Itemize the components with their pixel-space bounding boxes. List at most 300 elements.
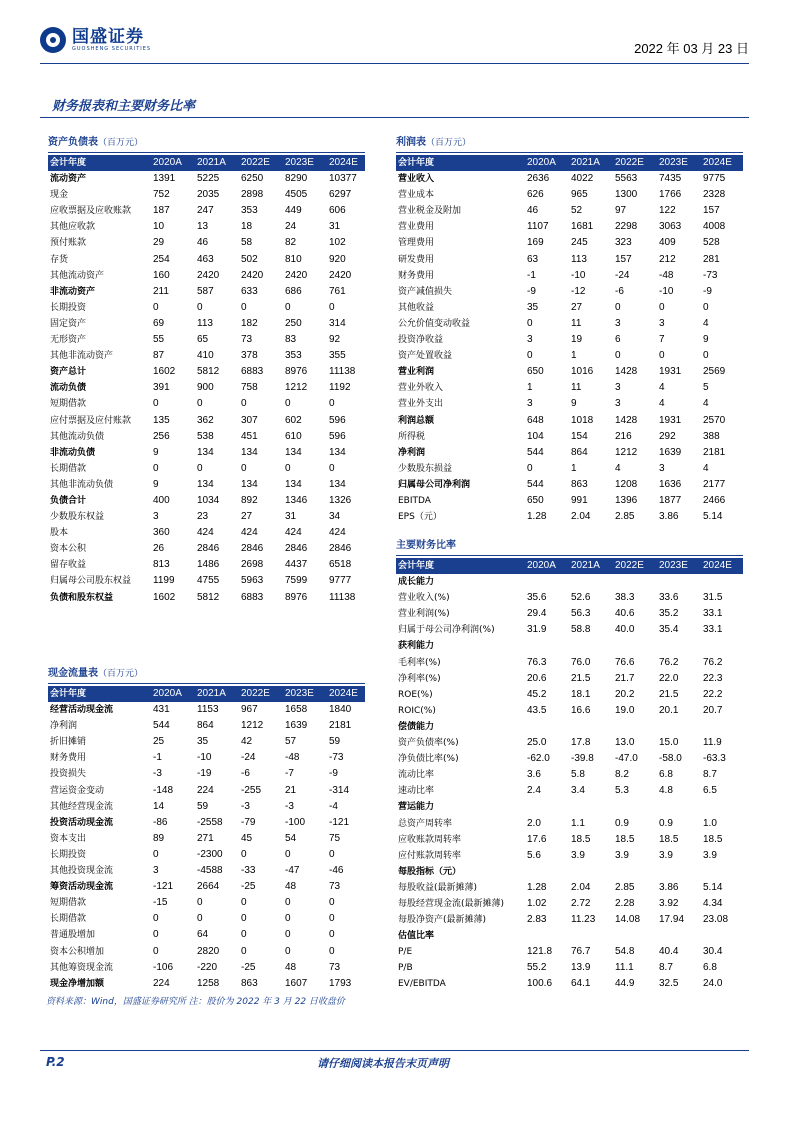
balance-sheet-table — [48, 136, 365, 606]
cell-value: 35 — [197, 736, 209, 748]
cell-value: 0 — [241, 913, 247, 925]
row-label: 预付账款 — [50, 238, 87, 249]
cell-value — [703, 719, 743, 735]
cell-value: -10 — [197, 752, 212, 764]
cell-value: 7 — [659, 334, 665, 346]
cell-value: 23.08 — [703, 914, 729, 926]
cell-value: 216 — [615, 430, 632, 442]
header-label: 会计年度 — [396, 558, 527, 574]
cell-value: 29.4 — [527, 608, 547, 620]
cell-value: 76.6 — [615, 656, 635, 668]
cell-value — [703, 928, 743, 944]
cell-value: 31.5 — [703, 592, 723, 604]
cell-value: 0 — [527, 317, 533, 329]
table-row — [48, 879, 365, 895]
table-row — [396, 284, 743, 300]
cell-value: 5812 — [197, 591, 220, 603]
cell-value: 2846 — [285, 543, 308, 555]
table-row — [48, 203, 365, 219]
cell-value: 46 — [527, 205, 539, 217]
table-row — [396, 574, 743, 590]
table-header-row — [396, 558, 743, 574]
cell-value: 1212 — [241, 720, 264, 732]
cell-value: 1192 — [329, 382, 351, 394]
table-row — [48, 316, 365, 332]
cell-value: -121 — [153, 881, 174, 893]
header-year: 2024E — [703, 155, 743, 171]
cell-value: 43.5 — [527, 704, 547, 716]
table-row — [396, 300, 743, 316]
cell-value: 0 — [197, 462, 203, 474]
cell-value: 0.9 — [615, 817, 629, 829]
cell-value: 9777 — [329, 575, 352, 587]
cell-value: -19 — [197, 768, 212, 780]
cell-value: 134 — [197, 446, 214, 458]
cell-value: 40.4 — [659, 946, 679, 958]
row-label: 财务费用 — [50, 753, 87, 764]
cell-value: 15.0 — [659, 737, 679, 749]
cell-value: -79 — [241, 816, 256, 828]
cell-value — [527, 864, 571, 880]
cell-value: 21.5 — [571, 672, 591, 684]
cell-value: 2569 — [703, 366, 726, 378]
cell-value: -4 — [329, 800, 338, 812]
row-label: 固定资产 — [50, 318, 87, 329]
cell-value: 20.6 — [527, 672, 547, 684]
cell-value: 4 — [659, 398, 665, 410]
cell-value: 3 — [153, 511, 159, 523]
cell-value: 758 — [241, 382, 258, 394]
cell-value: 292 — [659, 430, 676, 442]
cell-value: 0 — [241, 462, 247, 474]
row-label: 流动负债 — [50, 383, 87, 394]
company-logo — [40, 26, 151, 54]
cell-value: 1639 — [659, 446, 682, 458]
cell-value — [527, 928, 571, 944]
table-row — [396, 671, 743, 687]
cell-value: 1199 — [153, 575, 175, 587]
table-row — [396, 783, 743, 799]
table-row — [48, 783, 365, 799]
cell-value — [571, 864, 615, 880]
cell-value: 2.04 — [571, 511, 591, 523]
cell-value: 5 — [703, 382, 709, 394]
cell-value: 3.9 — [571, 849, 585, 861]
cell-value: 1 — [527, 382, 533, 394]
source-footnote: 资料来源：Wind，国盛证券研究所 注：股价为 2022 年 3 月 22 日收盘价 — [46, 997, 345, 1007]
cell-value: 4 — [703, 398, 709, 410]
cell-value: 35 — [527, 301, 539, 313]
row-label: 所得税 — [398, 431, 426, 442]
cell-value: 2466 — [703, 494, 726, 506]
cell-value: 30.4 — [703, 946, 723, 958]
cell-value: 31.9 — [527, 624, 547, 636]
table-row — [396, 816, 743, 832]
cell-value: 11138 — [329, 591, 356, 603]
cell-value: 8.2 — [615, 769, 629, 781]
cell-value: 1.02 — [527, 897, 547, 909]
cell-value: 3.9 — [615, 849, 629, 861]
cell-value: 1931 — [659, 366, 682, 378]
cell-value: 920 — [329, 253, 346, 265]
cell-value: 1212 — [615, 446, 638, 458]
section-title: 财务报表和主要财务比率 — [52, 99, 196, 114]
cell-value: -25 — [241, 881, 256, 893]
cell-value: -7 — [285, 768, 294, 780]
header-year: 2024E — [329, 155, 365, 171]
cell-value: 3.6 — [527, 769, 541, 781]
table-row — [396, 235, 743, 251]
cell-value: 245 — [571, 237, 588, 249]
header-year: 2021A — [571, 155, 615, 171]
cell-value: 3.4 — [571, 785, 585, 797]
cell-value: 5963 — [241, 575, 264, 587]
row-label: 折旧摊销 — [50, 737, 87, 748]
row-label: 资本公积 — [50, 544, 87, 555]
table-row — [396, 477, 743, 493]
table-row — [396, 429, 743, 445]
row-label: 资产减值损失 — [398, 286, 453, 297]
row-label: 经营活动现金流 — [50, 705, 114, 716]
table-row — [396, 848, 743, 864]
cell-value: -2300 — [197, 848, 223, 860]
cell-value: 610 — [285, 430, 302, 442]
financial-ratios-table — [396, 539, 743, 993]
cell-value: 3 — [615, 382, 621, 394]
table-row — [396, 332, 743, 348]
cell-value: 355 — [329, 350, 346, 362]
cell-value: 18.5 — [615, 833, 635, 845]
cell-value — [615, 719, 659, 735]
table-row — [396, 928, 743, 944]
cell-value: 13.9 — [571, 962, 591, 974]
cell-value: 0 — [153, 913, 159, 925]
cell-value: 17.6 — [527, 833, 547, 845]
table-row — [48, 557, 365, 573]
cell-value: 538 — [197, 430, 214, 442]
cell-value: 2664 — [197, 881, 220, 893]
cell-value: 596 — [329, 414, 346, 426]
cell-value: 56.3 — [571, 608, 591, 620]
table-row — [48, 268, 365, 284]
cell-value — [527, 799, 571, 815]
cell-value: 8.7 — [703, 769, 717, 781]
cell-value: -10 — [659, 285, 674, 297]
cell-value: 59 — [329, 736, 341, 748]
row-label: ROIC(%) — [398, 705, 436, 716]
cell-value: 1931 — [659, 414, 682, 426]
table-row — [48, 863, 365, 879]
cell-value: 2846 — [241, 543, 264, 555]
cell-value: 87 — [153, 350, 165, 362]
row-label: 其他流动资产 — [50, 270, 105, 281]
table-row — [48, 445, 365, 461]
table-row — [48, 766, 365, 782]
cell-value — [615, 928, 659, 944]
cell-value: 0 — [197, 897, 203, 909]
cell-value: 4 — [703, 317, 709, 329]
cell-value: 596 — [329, 430, 346, 442]
cell-value: 9 — [571, 398, 577, 410]
cell-value: 2.28 — [615, 897, 635, 909]
cell-value: 1607 — [285, 977, 308, 989]
cell-value: 606 — [329, 205, 346, 217]
cell-value: 76.0 — [571, 656, 591, 668]
cell-value: 2298 — [615, 221, 638, 233]
cell-value: -255 — [241, 784, 262, 796]
cell-value: 810 — [285, 253, 302, 265]
cell-value: 1428 — [615, 414, 638, 426]
cell-value: 24 — [285, 221, 297, 233]
cell-value: 38.3 — [615, 592, 635, 604]
cell-value: 307 — [241, 414, 258, 426]
cell-value: 1212 — [285, 382, 308, 394]
table-row — [396, 735, 743, 751]
cell-value — [571, 719, 615, 735]
cell-value: 13.0 — [615, 737, 635, 749]
header-year: 2022E — [615, 155, 659, 171]
cell-value: -24 — [615, 269, 630, 281]
cell-value: -106 — [153, 961, 174, 973]
cell-value: 863 — [241, 977, 258, 989]
table-row — [48, 429, 365, 445]
cell-value: 2.85 — [615, 881, 635, 893]
row-label: 利润总额 — [398, 415, 435, 426]
table-row — [396, 590, 743, 606]
cell-value: 0 — [329, 398, 335, 410]
income-statement-table — [396, 136, 743, 525]
cell-value: 864 — [197, 720, 214, 732]
cell-value: 3.9 — [659, 849, 673, 861]
cell-value: 8976 — [285, 591, 308, 603]
cell-value: 4.8 — [659, 785, 673, 797]
cell-value: -48 — [659, 269, 674, 281]
cell-value: -47 — [285, 865, 300, 877]
row-label: 归属母公司股东权益 — [50, 576, 132, 587]
cell-value: 14 — [153, 800, 165, 812]
cell-value: 2.4 — [527, 785, 541, 797]
row-label: 其他非流动资产 — [50, 351, 114, 362]
row-label: 归属母公司净利润 — [398, 479, 471, 490]
row-label: 毛利率(%) — [398, 657, 441, 668]
cell-value: 27 — [571, 301, 583, 313]
cell-value: 18 — [241, 221, 253, 233]
cell-value: 134 — [241, 446, 258, 458]
cell-value: 1.28 — [527, 511, 547, 523]
cell-value: 626 — [527, 189, 544, 201]
cell-value: 55 — [153, 334, 165, 346]
row-label: EBITDA — [398, 495, 431, 506]
cell-value: 5.14 — [703, 881, 723, 893]
row-label: 营业税金及附加 — [398, 206, 462, 217]
cell-value: 22.3 — [703, 672, 723, 684]
table-header-row — [48, 686, 365, 702]
table-row — [396, 622, 743, 638]
row-label: 非流动负债 — [50, 447, 96, 458]
cell-value: 14.08 — [615, 914, 641, 926]
row-label: 营运能力 — [398, 802, 435, 813]
row-label: 财务费用 — [398, 270, 435, 281]
cell-value: 182 — [241, 317, 258, 329]
cell-value — [659, 719, 703, 735]
table-row — [396, 203, 743, 219]
cell-value: 0 — [659, 301, 665, 313]
cell-value: 76.2 — [659, 656, 679, 668]
cell-value — [527, 574, 571, 590]
cell-value: 31 — [329, 221, 341, 233]
cell-value: 0 — [703, 301, 709, 313]
cell-value: 2181 — [703, 446, 726, 458]
cell-value: 48 — [285, 881, 297, 893]
cell-value: 6 — [615, 334, 621, 346]
table-row — [48, 235, 365, 251]
cell-value: 391 — [153, 382, 170, 394]
table-header-row — [396, 155, 743, 171]
cell-value: 11.9 — [703, 737, 722, 749]
cell-value: 378 — [241, 350, 258, 362]
header-year: 2020A — [527, 558, 571, 574]
cell-value — [571, 928, 615, 944]
row-label: 营业成本 — [398, 190, 435, 201]
footer-divider — [40, 1050, 749, 1051]
row-label: 每股经营现金流(最新摊薄) — [398, 898, 505, 909]
data-table — [48, 686, 365, 992]
cell-value: 157 — [703, 205, 720, 217]
cell-value: 544 — [527, 446, 544, 458]
table-row — [48, 300, 365, 316]
row-label: 短期借款 — [50, 399, 87, 410]
cell-value: 761 — [329, 285, 346, 297]
row-label: 股本 — [50, 528, 69, 539]
cell-value: 863 — [571, 478, 588, 490]
cell-value: 10 — [153, 221, 165, 233]
cell-value — [703, 574, 743, 590]
row-label: 归属于母公司净利润(%) — [398, 625, 495, 636]
row-label: 营业利润(%) — [398, 609, 450, 620]
cell-value: 134 — [285, 446, 302, 458]
cell-value: 1793 — [329, 977, 352, 989]
cell-value: 27 — [241, 511, 253, 523]
cell-value: 19.0 — [615, 704, 635, 716]
cell-value: 900 — [197, 382, 214, 394]
cell-value: -2558 — [197, 816, 223, 828]
cell-value: 1428 — [615, 366, 638, 378]
row-label: 每股收益(最新摊薄) — [398, 882, 478, 893]
row-label: 成长能力 — [398, 577, 435, 588]
cell-value: 35.4 — [659, 624, 679, 636]
cell-value: 45.2 — [527, 688, 547, 700]
cell-value: 813 — [153, 559, 170, 571]
cell-value: 212 — [659, 253, 676, 265]
header-label: 会计年度 — [396, 155, 527, 171]
table-row — [396, 960, 743, 976]
table-row — [48, 734, 365, 750]
cell-value: 113 — [571, 253, 587, 265]
row-label: 应付票据及应付账款 — [50, 415, 132, 426]
cell-value: 57 — [285, 736, 297, 748]
cell-value: 0 — [527, 350, 533, 362]
cell-value: 24.0 — [703, 978, 723, 990]
table-row — [396, 703, 743, 719]
cell-value: 135 — [153, 414, 170, 426]
row-label: 投资损失 — [50, 769, 87, 780]
cell-value: -10 — [571, 269, 586, 281]
table-row — [396, 864, 743, 880]
cell-value — [615, 864, 659, 880]
cell-value: 967 — [241, 704, 258, 716]
cell-value: 650 — [527, 494, 544, 506]
cell-value: 48 — [285, 961, 297, 973]
cell-value: -15 — [153, 897, 168, 909]
cell-value: 46 — [197, 237, 209, 249]
header-year: 2023E — [659, 558, 703, 574]
cell-value: 64.1 — [571, 978, 591, 990]
cell-value: 1.28 — [527, 881, 547, 893]
cell-value: 0 — [197, 913, 203, 925]
cell-value: 54 — [285, 832, 297, 844]
header-divider — [40, 63, 749, 64]
cell-value: 52 — [571, 205, 583, 217]
cell-value: 0 — [329, 913, 335, 925]
cell-value: 3 — [615, 317, 621, 329]
row-label: 投资活动现金流 — [50, 817, 114, 828]
cell-value: 18.5 — [571, 833, 591, 845]
table-row — [48, 332, 365, 348]
cell-value: 22.2 — [703, 688, 723, 700]
table-row — [396, 187, 743, 203]
table-title: 利润表（百万元） — [396, 137, 472, 148]
table-row — [48, 718, 365, 734]
table-row — [48, 284, 365, 300]
cell-value: 1639 — [285, 720, 308, 732]
row-label: 长期投资 — [50, 849, 87, 860]
cell-value: 11 — [571, 382, 582, 394]
cell-value: 35.2 — [659, 608, 679, 620]
cell-value: 2846 — [197, 543, 220, 555]
cell-value: 187 — [153, 205, 170, 217]
cell-value: 97 — [615, 205, 627, 217]
table-row — [48, 895, 365, 911]
cell-value: 424 — [197, 527, 214, 539]
cell-value: 5225 — [197, 173, 220, 185]
cell-value — [615, 638, 659, 654]
cell-value: 26 — [153, 543, 165, 555]
cell-value: 33.1 — [703, 624, 723, 636]
cell-value: 2420 — [241, 269, 264, 281]
cell-value: 29 — [153, 237, 165, 249]
cell-value: 5563 — [615, 173, 638, 185]
cell-value: 752 — [153, 189, 170, 201]
table-row — [396, 912, 743, 928]
table-row — [48, 702, 365, 718]
row-label: 应收票据及应收账款 — [50, 206, 132, 217]
row-label: 普通股增加 — [50, 930, 96, 941]
cell-value: 9 — [153, 478, 159, 490]
cell-value: 9 — [153, 446, 159, 458]
cell-value: 102 — [329, 237, 346, 249]
cell-value: 1326 — [329, 494, 352, 506]
table-row — [396, 832, 743, 848]
cell-value: 1636 — [659, 478, 682, 490]
row-label: 其他流动负债 — [50, 431, 105, 442]
row-label: 其他非流动负债 — [50, 479, 114, 490]
row-label: 应收账款周转率 — [398, 834, 462, 845]
header-year: 2024E — [329, 686, 365, 702]
table-row — [396, 896, 743, 912]
header-year: 2020A — [527, 155, 571, 171]
cell-value: 0 — [197, 398, 203, 410]
cell-value: 449 — [285, 205, 302, 217]
